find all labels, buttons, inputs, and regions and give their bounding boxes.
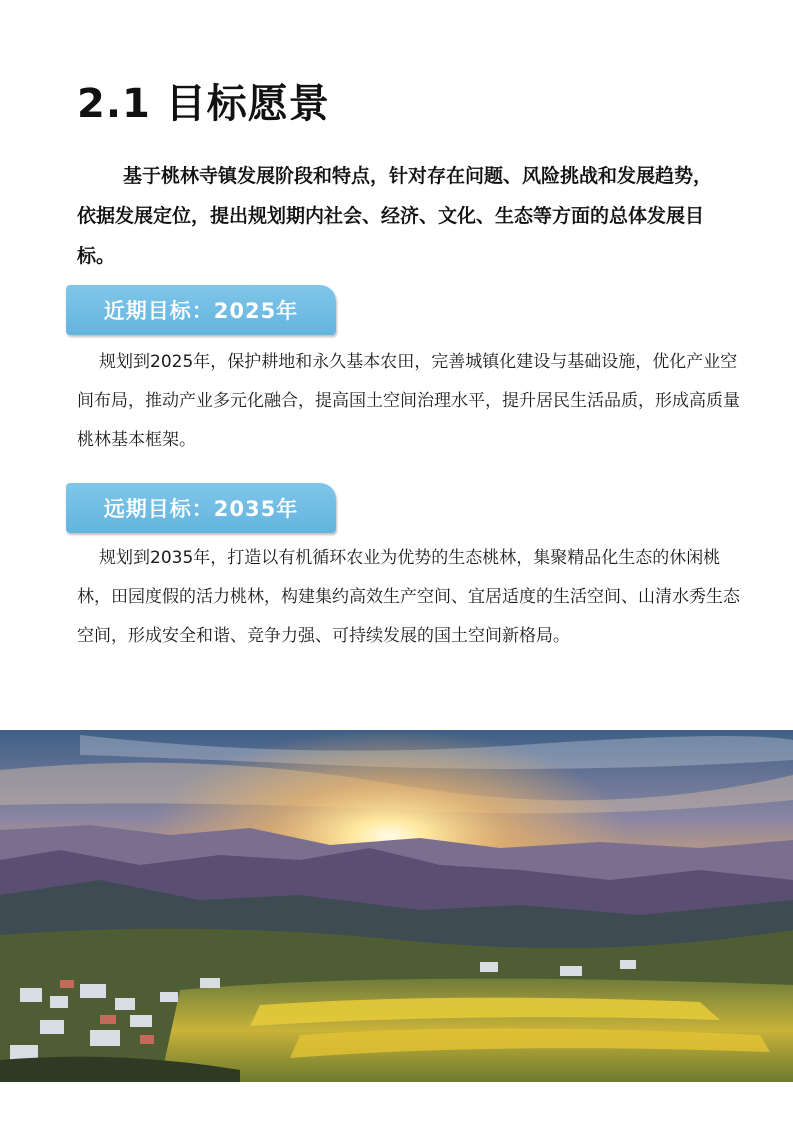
long-term-goal-text: 规划到2035年，打造以有机循环农业为优势的生态桃林，集聚精品化生态的休闲桃林，田园度假的活力桃林，构建集约高效生产空间、宜居适度的生活空间、山清水秀生态空间，形成安全和谐、竞争力强、可持续发展的国土空间新格局。 [77,548,740,646]
sunset-landscape-photo [0,730,793,1082]
near-term-goal-tag: 近期目标：2025年 [66,285,336,335]
long-term-goal-tag: 远期目标：2035年 [66,483,336,533]
page-title: 2.1 目标愿景 [77,81,330,127]
near-term-goal-text: 规划到2025年，保护耕地和永久基本农田，完善城镇化建设与基础设施，优化产业空间布局，推动产业多元化融合，提高国土空间治理水平，提升居民生活品质，形成高质量桃林基本框架。 [77,352,740,450]
intro-paragraph: 基于桃林寺镇发展阶段和特点，针对存在问题、风险挑战和发展趋势，依据发展定位，提出规划期内社会、经济、文化、生态等方面的总体发展目标。 [77,165,713,267]
